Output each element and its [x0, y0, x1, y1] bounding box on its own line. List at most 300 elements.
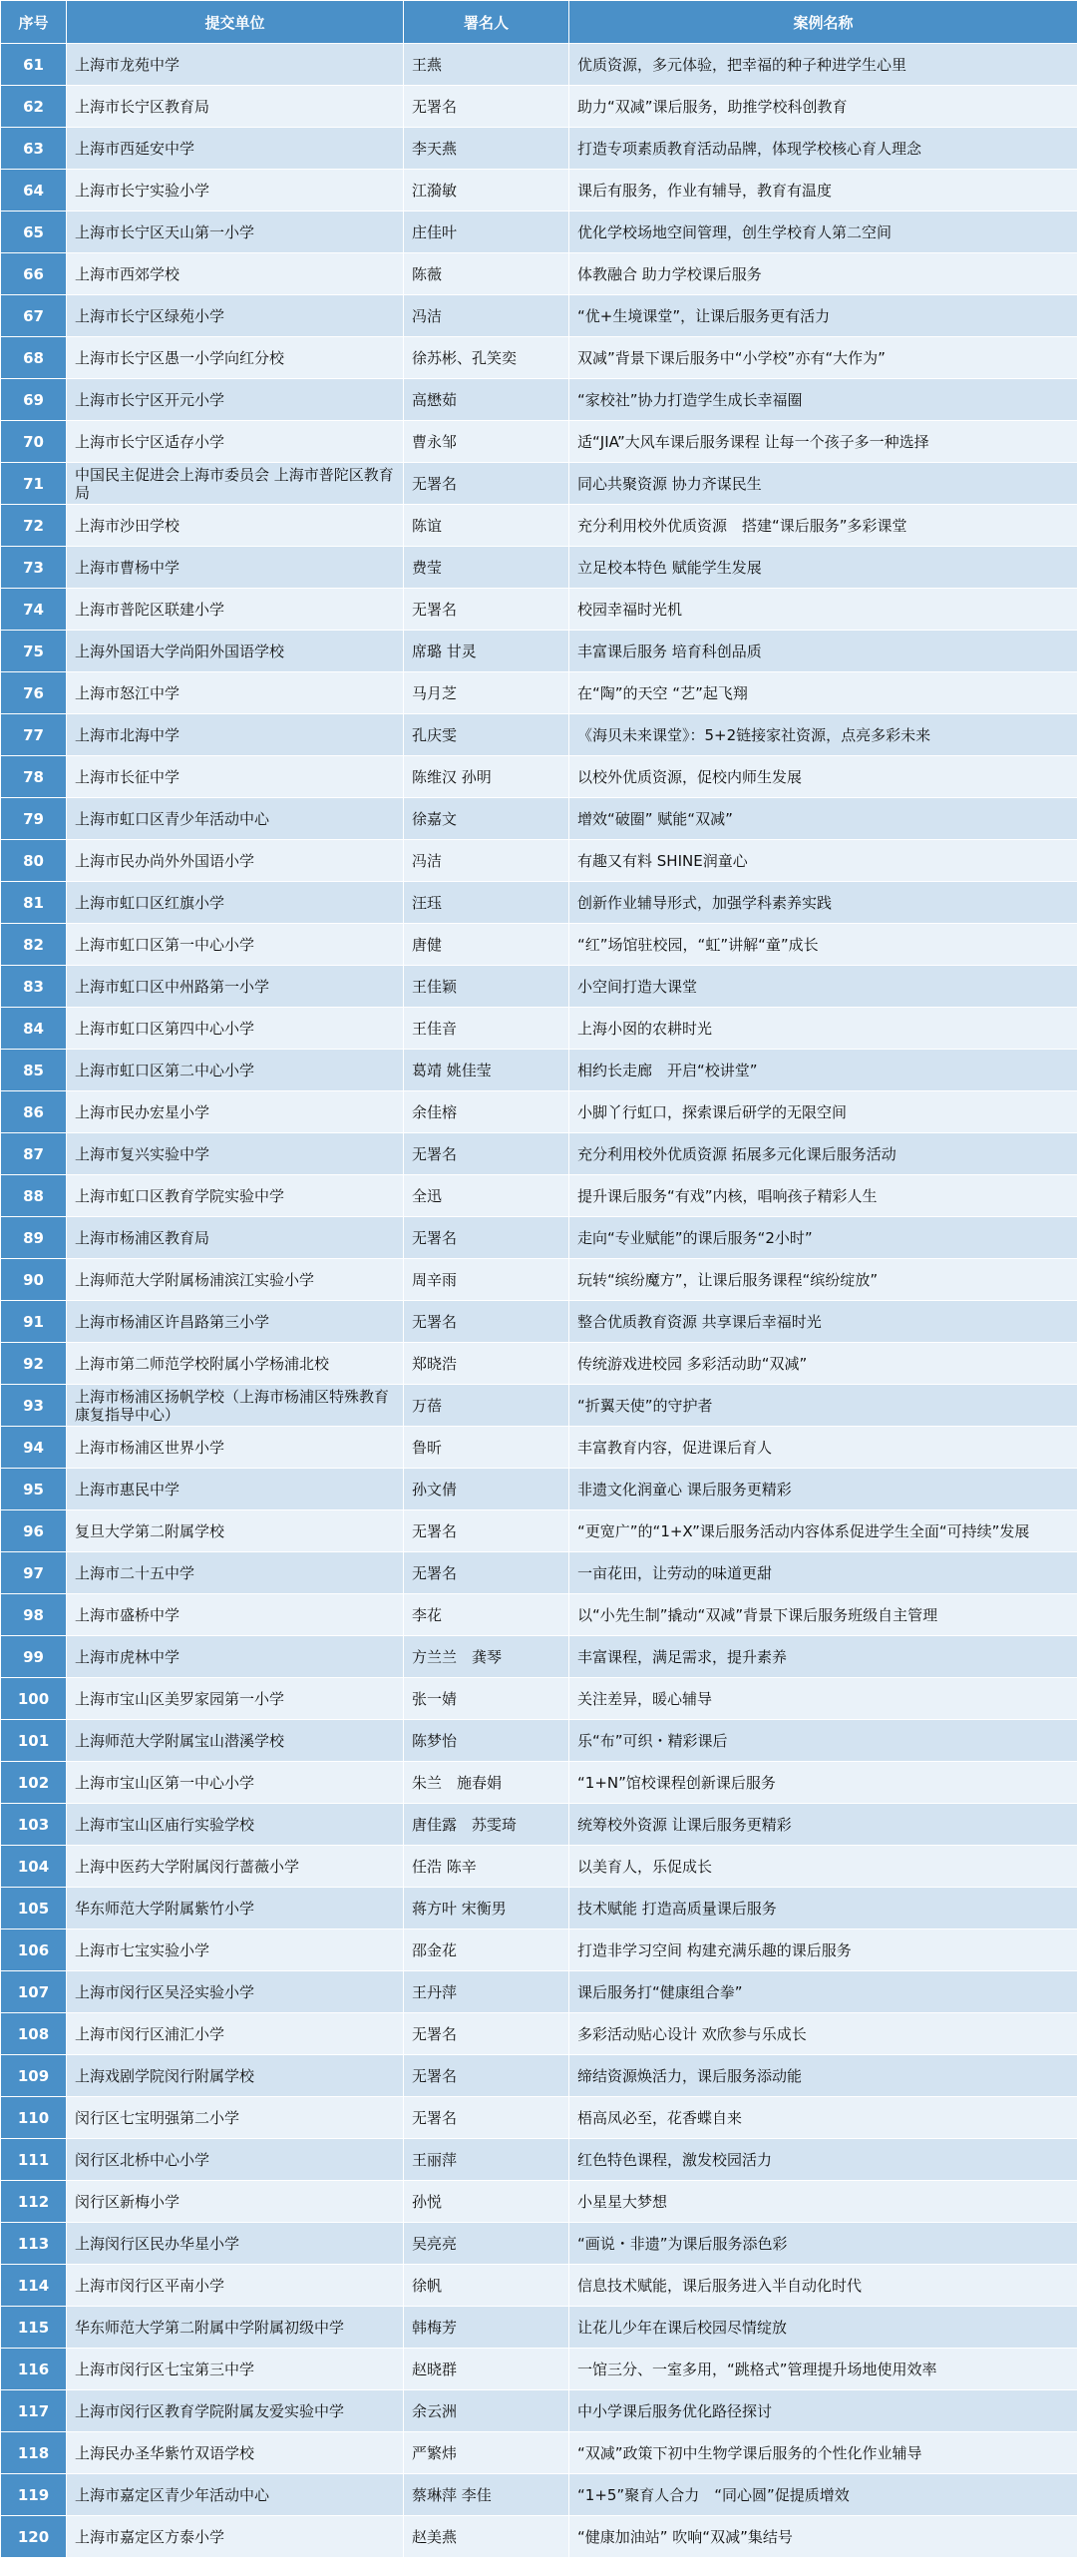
- row-number-cell: 62: [1, 86, 67, 128]
- row-number-cell: 85: [1, 1050, 67, 1091]
- submitting-unit-cell: 上海市嘉定区方泰小学: [67, 2516, 404, 2558]
- signer-cell: 吴亮亮: [404, 2223, 569, 2265]
- case-name-cell: 关注差异，暖心辅导: [569, 1678, 1077, 1720]
- case-name-cell: 以美育人，乐促成长: [569, 1846, 1077, 1888]
- case-name-cell: 立足校本特色 赋能学生发展: [569, 547, 1077, 589]
- header-number: 序号: [1, 1, 67, 44]
- table-row: [1, 2265, 1077, 2307]
- submitting-unit-cell: 上海市杨浦区世界小学: [67, 1427, 404, 1469]
- row-number-cell: 111: [1, 2139, 67, 2181]
- submitting-unit-cell: 上海市长宁区愚一小学向红分校: [67, 337, 404, 379]
- table-row: [1, 86, 1077, 128]
- table-row: [1, 1846, 1077, 1888]
- case-name-cell: “折翼天使”的守护者: [569, 1385, 1077, 1427]
- row-number-cell: 97: [1, 1552, 67, 1594]
- submitting-unit-cell: 上海外国语大学尚阳外国语学校: [67, 631, 404, 672]
- case-name-cell: 打造非学习空间 构建充满乐趣的课后服务: [569, 1930, 1077, 1971]
- case-name-cell: 乐“布”可织・精彩课后: [569, 1720, 1077, 1762]
- submitting-unit-cell: 上海市闵行区七宝第三中学: [67, 2349, 404, 2390]
- table-row: [1, 2432, 1077, 2474]
- case-name-cell: 《海贝未来课堂》：5+2链接家社资源，点亮多彩未来: [569, 714, 1077, 756]
- signer-cell: 无署名: [404, 86, 569, 128]
- submitting-unit-cell: 上海闵行区民办华星小学: [67, 2223, 404, 2265]
- case-name-cell: 提升课后服务“有戏”内核，唱响孩子精彩人生: [569, 1175, 1077, 1217]
- signer-cell: 无署名: [404, 589, 569, 631]
- row-number-cell: 64: [1, 170, 67, 212]
- submitting-unit-cell: 上海市宝山区美罗家园第一小学: [67, 1678, 404, 1720]
- case-name-cell: 非遗文化润童心 课后服务更精彩: [569, 1469, 1077, 1510]
- row-number-cell: 105: [1, 1888, 67, 1930]
- signer-cell: 任浩 陈辛: [404, 1846, 569, 1888]
- signer-cell: 朱兰 施春娟: [404, 1762, 569, 1804]
- signer-cell: 徐苏彬、孔笑奕: [404, 337, 569, 379]
- table-row: [1, 1217, 1077, 1259]
- table-row: [1, 1301, 1077, 1343]
- row-number-cell: 73: [1, 547, 67, 589]
- table-row: [1, 505, 1077, 547]
- signer-cell: 无署名: [404, 2013, 569, 2055]
- case-name-cell: 双减”背景下课后服务中“小学校”亦有“大作为”: [569, 337, 1077, 379]
- case-name-cell: 增效“破圈” 赋能“双减”: [569, 798, 1077, 840]
- table-row: [1, 840, 1077, 882]
- submitting-unit-cell: 闵行区北桥中心小学: [67, 2139, 404, 2181]
- signer-cell: 孙文倩: [404, 1469, 569, 1510]
- signer-cell: 无署名: [404, 463, 569, 505]
- submitting-unit-cell: 上海市长征中学: [67, 756, 404, 798]
- submitting-unit-cell: 上海市普陀区联建小学: [67, 589, 404, 631]
- signer-cell: 王佳音: [404, 1008, 569, 1050]
- row-number-cell: 114: [1, 2265, 67, 2307]
- submitting-unit-cell: 上海市虹口区第一中心小学: [67, 924, 404, 966]
- row-number-cell: 112: [1, 2181, 67, 2223]
- row-number-cell: 106: [1, 1930, 67, 1971]
- table-row: [1, 463, 1077, 505]
- signer-cell: 无署名: [404, 1133, 569, 1175]
- table-row: [1, 714, 1077, 756]
- table-row: [1, 1678, 1077, 1720]
- case-name-cell: 适“JIA”大风车课后服务课程 让每一个孩子多一种选择: [569, 421, 1077, 463]
- header-unit: 提交单位: [67, 1, 404, 44]
- signer-cell: 唐佳露 苏雯琦: [404, 1804, 569, 1846]
- table-row: [1, 421, 1077, 463]
- case-name-cell: 丰富课后服务 培育科创品质: [569, 631, 1077, 672]
- submitting-unit-cell: 上海市怒江中学: [67, 672, 404, 714]
- row-number-cell: 94: [1, 1427, 67, 1469]
- case-name-cell: “健康加油站” 吹响“双减”集结号: [569, 2516, 1077, 2558]
- case-name-cell: 相约长走廊 开启“校讲堂”: [569, 1050, 1077, 1091]
- table-row: [1, 966, 1077, 1008]
- submitting-unit-cell: 闵行区七宝明强第二小学: [67, 2097, 404, 2139]
- signer-cell: 无署名: [404, 2055, 569, 2097]
- row-number-cell: 89: [1, 1217, 67, 1259]
- case-name-cell: 充分利用校外优质资源 拓展多元化课后服务活动: [569, 1133, 1077, 1175]
- signer-cell: 赵美燕: [404, 2516, 569, 2558]
- signer-cell: 韩梅芳: [404, 2307, 569, 2349]
- row-number-cell: 120: [1, 2516, 67, 2558]
- case-name-cell: 上海小囡的农耕时光: [569, 1008, 1077, 1050]
- submitting-unit-cell: 上海市长宁区天山第一小学: [67, 212, 404, 253]
- submitting-unit-cell: 上海市闵行区平南小学: [67, 2265, 404, 2307]
- table-row: [1, 1930, 1077, 1971]
- signer-cell: 冯洁: [404, 295, 569, 337]
- case-name-cell: 打造专项素质教育活动品牌，体现学校核心育人理念: [569, 128, 1077, 170]
- row-number-cell: 100: [1, 1678, 67, 1720]
- table-row: [1, 1888, 1077, 1930]
- signer-cell: 郑晓浩: [404, 1343, 569, 1385]
- case-name-cell: 缔结资源焕活力，课后服务添动能: [569, 2055, 1077, 2097]
- submitting-unit-cell: 上海市虹口区红旗小学: [67, 882, 404, 924]
- submitting-unit-cell: 上海市盛桥中学: [67, 1594, 404, 1636]
- signer-cell: 方兰兰 龚琴: [404, 1636, 569, 1678]
- signer-cell: 无署名: [404, 1301, 569, 1343]
- row-number-cell: 99: [1, 1636, 67, 1678]
- submitting-unit-cell: 上海市杨浦区教育局: [67, 1217, 404, 1259]
- submitting-unit-cell: 上海市闵行区浦汇小学: [67, 2013, 404, 2055]
- case-name-cell: 丰富课程，满足需求，提升素养: [569, 1636, 1077, 1678]
- submitting-unit-cell: 上海市北海中学: [67, 714, 404, 756]
- case-name-cell: “画说・非遗”为课后服务添色彩: [569, 2223, 1077, 2265]
- table-row: [1, 1762, 1077, 1804]
- signer-cell: 汪珏: [404, 882, 569, 924]
- signer-cell: 陈谊: [404, 505, 569, 547]
- table-row: [1, 1971, 1077, 2013]
- case-name-cell: 小空间打造大课堂: [569, 966, 1077, 1008]
- table-row: [1, 1636, 1077, 1678]
- signer-cell: 陈维汉 孙明: [404, 756, 569, 798]
- table-row: [1, 1594, 1077, 1636]
- signer-cell: 王燕: [404, 44, 569, 86]
- submitting-unit-cell: 上海市复兴实验中学: [67, 1133, 404, 1175]
- row-number-cell: 93: [1, 1385, 67, 1427]
- case-name-cell: “优+生境课堂”，让课后服务更有活力: [569, 295, 1077, 337]
- row-number-cell: 95: [1, 1469, 67, 1510]
- submitting-unit-cell: 闵行区新梅小学: [67, 2181, 404, 2223]
- signer-cell: 马月芝: [404, 672, 569, 714]
- submitting-unit-cell: 上海市长宁区开元小学: [67, 379, 404, 421]
- table-row: [1, 589, 1077, 631]
- submitting-unit-cell: 复旦大学第二附属学校: [67, 1510, 404, 1552]
- submitting-unit-cell: 上海市民办尚外外国语小学: [67, 840, 404, 882]
- table-row: [1, 924, 1077, 966]
- row-number-cell: 118: [1, 2432, 67, 2474]
- table-row: [1, 1008, 1077, 1050]
- signer-cell: 余佳榕: [404, 1091, 569, 1133]
- submitting-unit-cell: 上海市第二师范学校附属小学杨浦北校: [67, 1343, 404, 1385]
- submitting-unit-cell: 上海市杨浦区许昌路第三小学: [67, 1301, 404, 1343]
- signer-cell: 江漪敏: [404, 170, 569, 212]
- table-row: [1, 2390, 1077, 2432]
- case-name-cell: 信息技术赋能，课后服务进入半自动化时代: [569, 2265, 1077, 2307]
- row-number-cell: 115: [1, 2307, 67, 2349]
- row-number-cell: 82: [1, 924, 67, 966]
- submitting-unit-cell: 上海市虹口区青少年活动中心: [67, 798, 404, 840]
- row-number-cell: 108: [1, 2013, 67, 2055]
- submitting-unit-cell: 中国民主促进会上海市委员会 上海市普陀区教育局: [67, 463, 404, 505]
- signer-cell: 张一婧: [404, 1678, 569, 1720]
- table-row: [1, 1343, 1077, 1385]
- case-name-cell: 有趣又有料 SHINE润童心: [569, 840, 1077, 882]
- signer-cell: 鲁昕: [404, 1427, 569, 1469]
- signer-cell: 全迅: [404, 1175, 569, 1217]
- signer-cell: 王丹萍: [404, 1971, 569, 2013]
- case-name-cell: 一亩花田，让劳动的味道更甜: [569, 1552, 1077, 1594]
- row-number-cell: 81: [1, 882, 67, 924]
- table-row: [1, 2516, 1077, 2558]
- submitting-unit-cell: 上海师范大学附属杨浦滨江实验小学: [67, 1259, 404, 1301]
- row-number-cell: 78: [1, 756, 67, 798]
- table-row: [1, 379, 1077, 421]
- signer-cell: 庄佳叶: [404, 212, 569, 253]
- signer-cell: 赵晓群: [404, 2349, 569, 2390]
- row-number-cell: 71: [1, 463, 67, 505]
- row-number-cell: 86: [1, 1091, 67, 1133]
- row-number-cell: 91: [1, 1301, 67, 1343]
- submitting-unit-cell: 上海市龙苑中学: [67, 44, 404, 86]
- submitting-unit-cell: 上海市沙田学校: [67, 505, 404, 547]
- table-row: [1, 756, 1077, 798]
- table-row: [1, 1133, 1077, 1175]
- case-name-cell: 整合优质教育资源 共享课后幸福时光: [569, 1301, 1077, 1343]
- submitting-unit-cell: 上海市民办宏星小学: [67, 1091, 404, 1133]
- signer-cell: 唐健: [404, 924, 569, 966]
- signer-cell: 席璐 甘灵: [404, 631, 569, 672]
- row-number-cell: 87: [1, 1133, 67, 1175]
- row-number-cell: 72: [1, 505, 67, 547]
- submitting-unit-cell: 华东师范大学第二附属中学附属初级中学: [67, 2307, 404, 2349]
- submitting-unit-cell: 上海市长宁区教育局: [67, 86, 404, 128]
- case-name-cell: 丰富教育内容，促进课后育人: [569, 1427, 1077, 1469]
- case-name-cell: 统筹校外资源 让课后服务更精彩: [569, 1804, 1077, 1846]
- submitting-unit-cell: 上海市虹口区中州路第一小学: [67, 966, 404, 1008]
- signer-cell: 无署名: [404, 1510, 569, 1552]
- signer-cell: 徐帆: [404, 2265, 569, 2307]
- row-number-cell: 69: [1, 379, 67, 421]
- case-name-cell: “1+N”馆校课程创新课后服务: [569, 1762, 1077, 1804]
- header-signer: 署名人: [404, 1, 569, 44]
- row-number-cell: 76: [1, 672, 67, 714]
- row-number-cell: 66: [1, 253, 67, 295]
- table-row: [1, 631, 1077, 672]
- row-number-cell: 75: [1, 631, 67, 672]
- signer-cell: 孙悦: [404, 2181, 569, 2223]
- table-row: [1, 1720, 1077, 1762]
- case-name-cell: 以校外优质资源，促校内师生发展: [569, 756, 1077, 798]
- row-number-cell: 67: [1, 295, 67, 337]
- row-number-cell: 107: [1, 1971, 67, 2013]
- row-number-cell: 80: [1, 840, 67, 882]
- submitting-unit-cell: 上海市虹口区第四中心小学: [67, 1008, 404, 1050]
- signer-cell: 李花: [404, 1594, 569, 1636]
- table-row: [1, 2223, 1077, 2265]
- table-row: [1, 2307, 1077, 2349]
- row-number-cell: 101: [1, 1720, 67, 1762]
- submitting-unit-cell: 上海中医药大学附属闵行蔷薇小学: [67, 1846, 404, 1888]
- row-number-cell: 84: [1, 1008, 67, 1050]
- case-name-cell: 玩转“缤纷魔方”，让课后服务课程“缤纷绽放”: [569, 1259, 1077, 1301]
- table-row: [1, 1050, 1077, 1091]
- submitting-unit-cell: 上海市长宁实验小学: [67, 170, 404, 212]
- signer-cell: 费莹: [404, 547, 569, 589]
- case-name-cell: “1+5”聚育人合力 “同心圆”促提质增效: [569, 2474, 1077, 2516]
- row-number-cell: 61: [1, 44, 67, 86]
- row-number-cell: 77: [1, 714, 67, 756]
- row-number-cell: 109: [1, 2055, 67, 2097]
- case-name-cell: 优化学校场地空间管理，创生学校育人第二空间: [569, 212, 1077, 253]
- table-row: [1, 1175, 1077, 1217]
- submitting-unit-cell: 上海市虎林中学: [67, 1636, 404, 1678]
- case-name-cell: 体教融合 助力学校课后服务: [569, 253, 1077, 295]
- row-number-cell: 98: [1, 1594, 67, 1636]
- signer-cell: 徐嘉文: [404, 798, 569, 840]
- signer-cell: 李天燕: [404, 128, 569, 170]
- table-row: [1, 798, 1077, 840]
- signer-cell: 高懋茹: [404, 379, 569, 421]
- submitting-unit-cell: 上海市长宁区绿苑小学: [67, 295, 404, 337]
- signer-cell: 葛靖 姚佳莹: [404, 1050, 569, 1091]
- case-name-cell: 课后服务打“健康组合拳”: [569, 1971, 1077, 2013]
- submitting-unit-cell: 上海市宝山区第一中心小学: [67, 1762, 404, 1804]
- case-name-cell: 中小学课后服务优化路径探讨: [569, 2390, 1077, 2432]
- signer-cell: 周辛雨: [404, 1259, 569, 1301]
- signer-cell: 万蓓: [404, 1385, 569, 1427]
- submitting-unit-cell: 上海民办圣华紫竹双语学校: [67, 2432, 404, 2474]
- submitting-unit-cell: 上海市杨浦区扬帆学校（上海市杨浦区特殊教育康复指导中心）: [67, 1385, 404, 1427]
- submitting-unit-cell: 上海市二十五中学: [67, 1552, 404, 1594]
- row-number-cell: 79: [1, 798, 67, 840]
- row-number-cell: 92: [1, 1343, 67, 1385]
- signer-cell: 王丽萍: [404, 2139, 569, 2181]
- case-name-cell: “更宽广”的“1+X”课后服务活动内容体系促进学生全面“可持续”发展: [569, 1510, 1077, 1552]
- row-number-cell: 65: [1, 212, 67, 253]
- table-row: [1, 1469, 1077, 1510]
- table-row: [1, 1259, 1077, 1301]
- case-name-cell: 优质资源，多元体验，把幸福的种子种进学生心里: [569, 44, 1077, 86]
- submitting-unit-cell: 上海戏剧学院闵行附属学校: [67, 2055, 404, 2097]
- signer-cell: 严繁炜: [404, 2432, 569, 2474]
- table-row: [1, 672, 1077, 714]
- table-row: [1, 547, 1077, 589]
- row-number-cell: 117: [1, 2390, 67, 2432]
- table-row: [1, 2139, 1077, 2181]
- row-number-cell: 116: [1, 2349, 67, 2390]
- table-row: [1, 882, 1077, 924]
- table-row: [1, 253, 1077, 295]
- table-row: [1, 1385, 1077, 1427]
- table-row: [1, 44, 1077, 86]
- table-row: [1, 1427, 1077, 1469]
- table-row: [1, 1091, 1077, 1133]
- row-number-cell: 110: [1, 2097, 67, 2139]
- submitting-unit-cell: 上海市虹口区教育学院实验中学: [67, 1175, 404, 1217]
- table-row: [1, 2097, 1077, 2139]
- case-name-cell: 传统游戏进校园 多彩活动助“双减”: [569, 1343, 1077, 1385]
- row-number-cell: 96: [1, 1510, 67, 1552]
- row-number-cell: 83: [1, 966, 67, 1008]
- submitting-unit-cell: 上海市七宝实验小学: [67, 1930, 404, 1971]
- row-number-cell: 68: [1, 337, 67, 379]
- submitting-unit-cell: 上海市闵行区教育学院附属友爱实验中学: [67, 2390, 404, 2432]
- table-row: [1, 337, 1077, 379]
- case-name-cell: 同心共聚资源 协力齐谋民生: [569, 463, 1077, 505]
- signer-cell: 余云洲: [404, 2390, 569, 2432]
- row-number-cell: 70: [1, 421, 67, 463]
- signer-cell: 王佳颖: [404, 966, 569, 1008]
- signer-cell: 陈梦怡: [404, 1720, 569, 1762]
- case-name-cell: 多彩活动贴心设计 欢欣参与乐成长: [569, 2013, 1077, 2055]
- table-row: [1, 2181, 1077, 2223]
- case-name-cell: 技术赋能 打造高质量课后服务: [569, 1888, 1077, 1930]
- case-name-cell: 让花儿少年在课后校园尽情绽放: [569, 2307, 1077, 2349]
- case-name-cell: “家校社”协力打造学生成长幸福圈: [569, 379, 1077, 421]
- signer-cell: 邵金花: [404, 1930, 569, 1971]
- case-name-cell: 创新作业辅导形式，加强学科素养实践: [569, 882, 1077, 924]
- row-number-cell: 119: [1, 2474, 67, 2516]
- row-number-cell: 63: [1, 128, 67, 170]
- submitting-unit-cell: 上海市宝山区庙行实验学校: [67, 1804, 404, 1846]
- table-row: [1, 1552, 1077, 1594]
- row-number-cell: 90: [1, 1259, 67, 1301]
- table-row: [1, 1804, 1077, 1846]
- case-name-cell: 梧高凤必至，花香蝶自来: [569, 2097, 1077, 2139]
- header-row: [1, 1, 1077, 44]
- submitting-unit-cell: 上海市嘉定区青少年活动中心: [67, 2474, 404, 2516]
- submitting-unit-cell: 上海市闵行区吴泾实验小学: [67, 1971, 404, 2013]
- case-name-cell: 在“陶”的天空 “艺”起飞翔: [569, 672, 1077, 714]
- submitting-unit-cell: 上海市惠民中学: [67, 1469, 404, 1510]
- table-row: [1, 295, 1077, 337]
- row-number-cell: 113: [1, 2223, 67, 2265]
- case-name-cell: 小脚丫行虹口，探索课后研学的无限空间: [569, 1091, 1077, 1133]
- table-row: [1, 1510, 1077, 1552]
- case-name-cell: 课后有服务，作业有辅导，教育有温度: [569, 170, 1077, 212]
- submitting-unit-cell: 上海市西郊学校: [67, 253, 404, 295]
- signer-cell: 无署名: [404, 1552, 569, 1594]
- submitting-unit-cell: 上海师范大学附属宝山潜溪学校: [67, 1720, 404, 1762]
- case-name-cell: 充分利用校外优质资源 搭建“课后服务”多彩课堂: [569, 505, 1077, 547]
- table-row: [1, 2474, 1077, 2516]
- row-number-cell: 102: [1, 1762, 67, 1804]
- submitting-unit-cell: 上海市西延安中学: [67, 128, 404, 170]
- submitting-unit-cell: 上海市虹口区第二中心小学: [67, 1050, 404, 1091]
- table-row: [1, 2349, 1077, 2390]
- signer-cell: 冯洁: [404, 840, 569, 882]
- case-name-cell: 一馆三分、一室多用，“跳格式”管理提升场地使用效率: [569, 2349, 1077, 2390]
- row-number-cell: 88: [1, 1175, 67, 1217]
- table-row: [1, 2013, 1077, 2055]
- case-name-cell: 以“小先生制”撬动“双减”背景下课后服务班级自主管理: [569, 1594, 1077, 1636]
- submitting-unit-cell: 上海市曹杨中学: [67, 547, 404, 589]
- row-number-cell: 104: [1, 1846, 67, 1888]
- header-case-name: 案例名称: [569, 1, 1077, 44]
- case-name-cell: 小星星大梦想: [569, 2181, 1077, 2223]
- case-name-cell: 助力“双减”课后服务，助推学校科创教育: [569, 86, 1077, 128]
- submitting-unit-cell: 华东师范大学附属紫竹小学: [67, 1888, 404, 1930]
- signer-cell: 无署名: [404, 1217, 569, 1259]
- table-row: [1, 2055, 1077, 2097]
- table-row: [1, 128, 1077, 170]
- signer-cell: 无署名: [404, 2097, 569, 2139]
- submitting-unit-cell: 上海市长宁区适存小学: [67, 421, 404, 463]
- case-name-cell: 校园幸福时光机: [569, 589, 1077, 631]
- signer-cell: 曹永邹: [404, 421, 569, 463]
- case-name-cell: 走向“专业赋能”的课后服务“2小时”: [569, 1217, 1077, 1259]
- signer-cell: 蔡琳萍 李佳: [404, 2474, 569, 2516]
- case-name-cell: 红色特色课程，激发校园活力: [569, 2139, 1077, 2181]
- signer-cell: 蒋方叶 宋衡男: [404, 1888, 569, 1930]
- row-number-cell: 103: [1, 1804, 67, 1846]
- row-number-cell: 74: [1, 589, 67, 631]
- table-row: [1, 170, 1077, 212]
